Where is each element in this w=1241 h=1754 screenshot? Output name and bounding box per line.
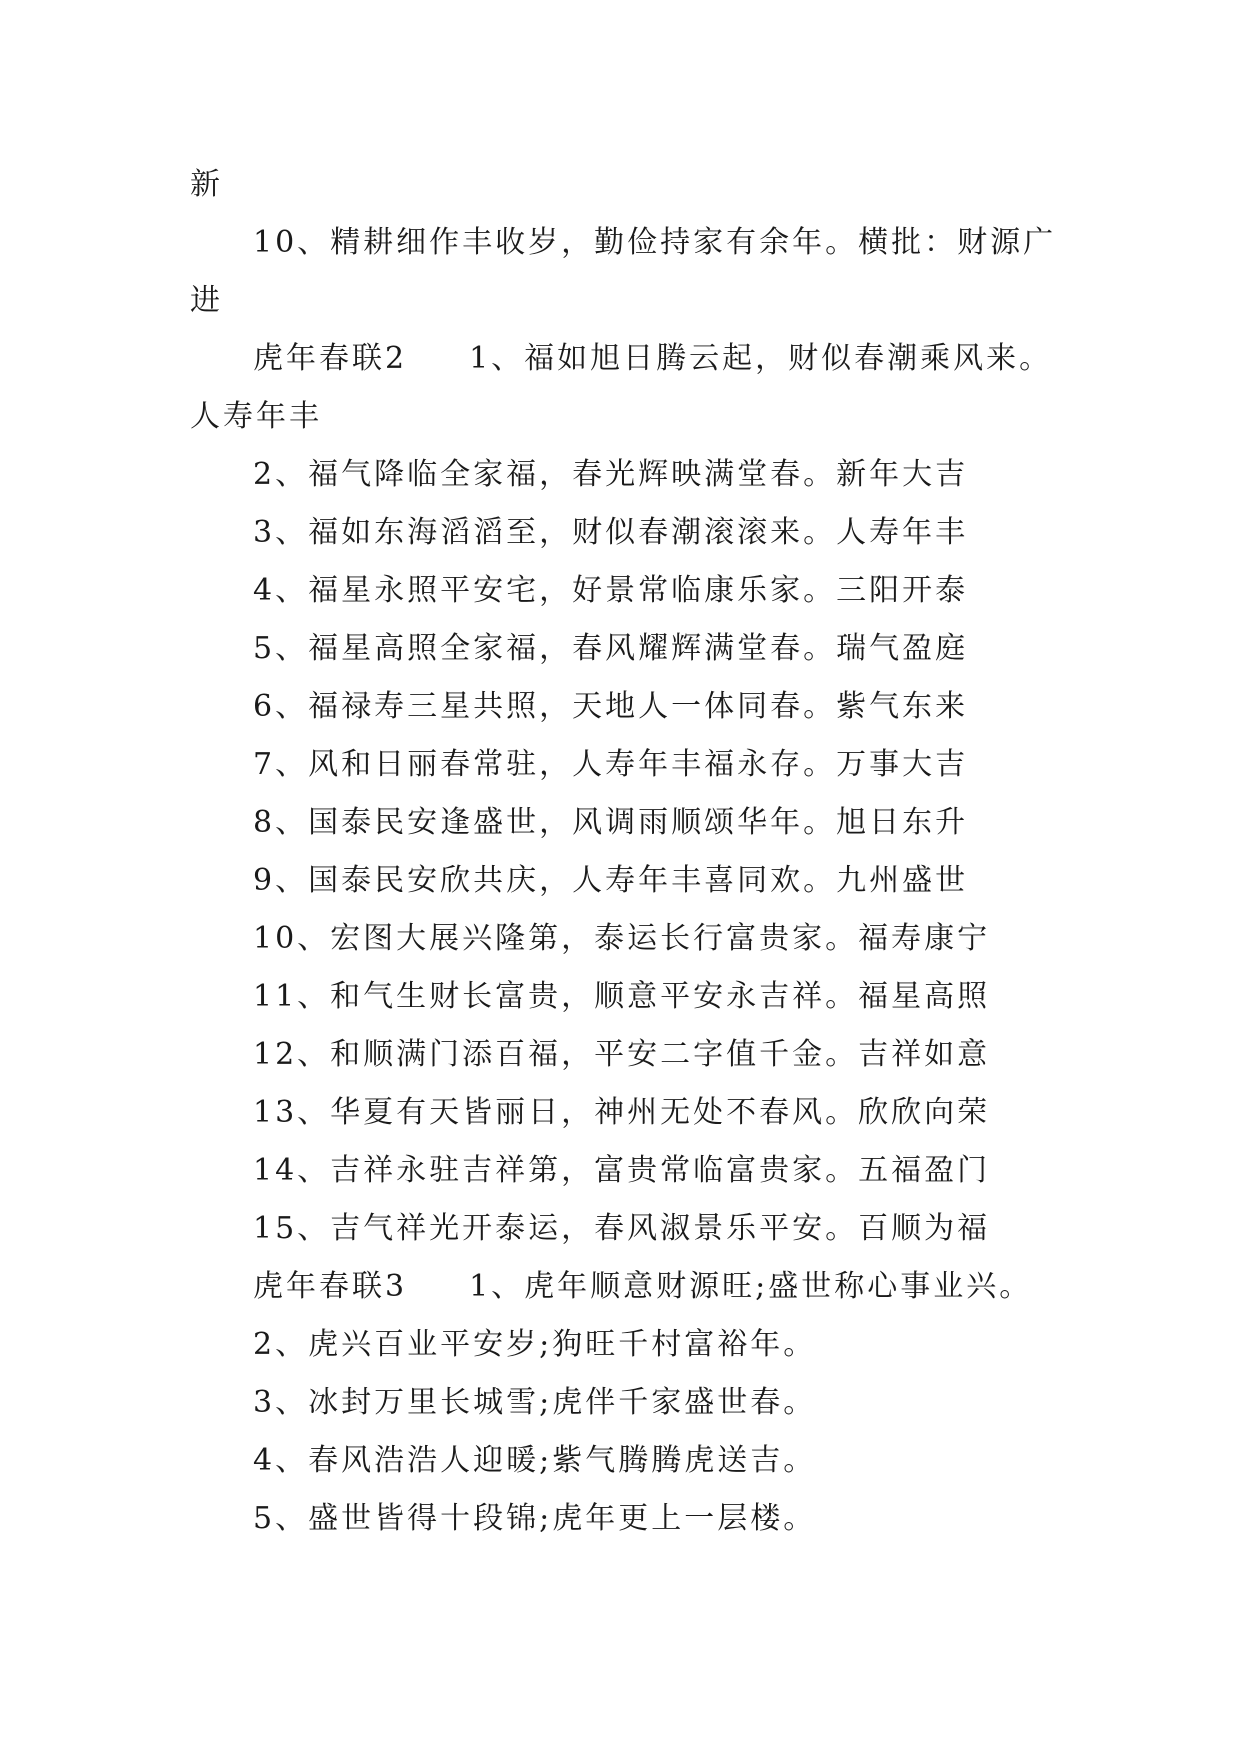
text-line: 13、华夏有天皆丽日，神州无处不春风。欣欣向荣: [253, 1095, 991, 1130]
text-line: 进: [190, 283, 223, 318]
text-line: 5、福星高照全家福，春风耀辉满堂春。瑞气盈庭: [253, 631, 969, 666]
text-line: 新: [190, 167, 223, 202]
text-line: 6、福禄寿三星共照，天地人一体同春。紫气东来: [253, 689, 969, 724]
text-line: 7、风和日丽春常驻，人寿年丰福永存。万事大吉: [253, 747, 969, 782]
text-line: 15、吉气祥光开泰运，春风淑景乐平安。百顺为福: [253, 1211, 991, 1246]
section-heading: 虎年春联3: [253, 1269, 408, 1304]
text-line: 2、虎兴百业平安岁;狗旺千村富裕年。: [253, 1327, 817, 1362]
text-line: 8、国泰民安逢盛世，风调雨顺颂华年。旭日东升: [253, 805, 969, 840]
text-line: 3、福如东海滔滔至，财似春潮滚滚来。人寿年丰: [253, 515, 969, 550]
text-line: 10、精耕细作丰收岁，勤俭持家有余年。横批：财源广: [253, 225, 1057, 260]
text-line: 2、福气降临全家福，春光辉映满堂春。新年大吉: [253, 457, 969, 492]
text-line: 9、国泰民安欣共庆，人寿年丰喜同欢。九州盛世: [253, 863, 969, 898]
section-heading: 虎年春联2: [253, 341, 408, 376]
text-line: 14、吉祥永驻吉祥第，富贵常临富贵家。五福盈门: [253, 1153, 991, 1188]
text-line: 4、福星永照平安宅，好景常临康乐家。三阳开泰: [253, 573, 969, 608]
text-line: 10、宏图大展兴隆第，泰运长行富贵家。福寿康宁: [253, 921, 991, 956]
section-heading-line: [253, 1267, 1032, 1307]
section-heading-line: [253, 339, 1052, 379]
text-line: 11、和气生财长富贵，顺意平安永吉祥。福星高照: [253, 979, 991, 1014]
text-line: 1、虎年顺意财源旺;盛世称心事业兴。: [469, 1269, 1033, 1304]
text-line: 人寿年丰: [190, 399, 322, 434]
text-line: 4、春风浩浩人迎暖;紫气腾腾虎送吉。: [253, 1443, 817, 1478]
text-line: 1、福如旭日腾云起，财似春潮乘风来。: [469, 341, 1053, 376]
text-line: 12、和顺满门添百福，平安二字值千金。吉祥如意: [253, 1037, 991, 1072]
text-line: 3、冰封万里长城雪;虎伴千家盛世春。: [253, 1385, 817, 1420]
text-line: 5、盛世皆得十段锦;虎年更上一层楼。: [253, 1501, 817, 1536]
